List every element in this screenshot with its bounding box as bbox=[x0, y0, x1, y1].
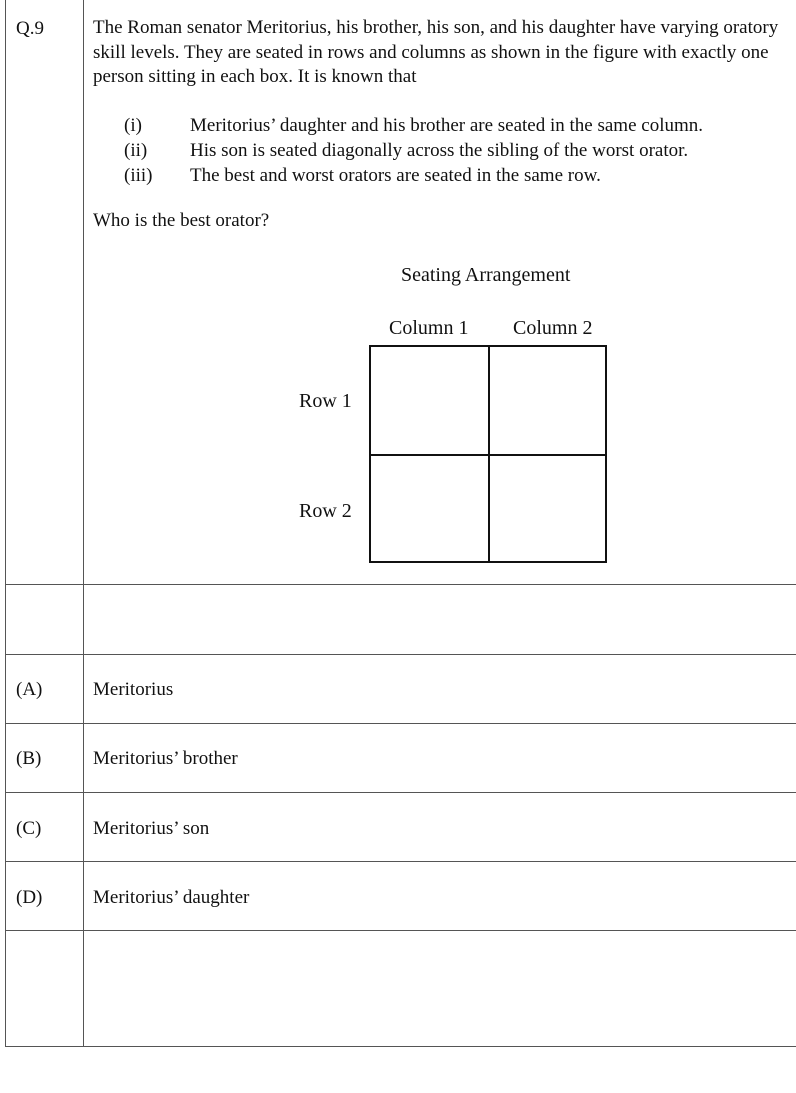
condition-text: Meritorius’ daughter and his brother are seated in the same column. bbox=[190, 115, 704, 136]
column-divider bbox=[83, 0, 84, 1046]
option-d-label: (D) bbox=[16, 887, 43, 908]
grid-horizontal-line bbox=[371, 454, 605, 456]
question-number: Q.9 bbox=[16, 18, 44, 39]
option-a-text[interactable]: Meritorius bbox=[93, 679, 174, 700]
option-c-label: (C) bbox=[16, 818, 42, 839]
row-label-2: Row 2 bbox=[299, 500, 352, 522]
row-divider-option-c bbox=[6, 861, 796, 862]
question-stem: The Roman senator Meritorius, his brother, his son, and his daughter have varying oratory skill levels. They are seated in rows and columns as shown in the figure with exactly one person sitting in each box. It is known that bbox=[93, 17, 779, 87]
seating-grid bbox=[369, 345, 607, 563]
condition-text: His son is seated diagonally across the sibling of the worst orator. bbox=[190, 140, 689, 161]
figure-title: Seating Arrangement bbox=[401, 264, 571, 286]
row-divider-option-a bbox=[6, 723, 796, 724]
row-divider-option-d bbox=[6, 930, 796, 931]
row-label-1: Row 1 bbox=[299, 390, 352, 412]
question-prompt: Who is the best orator? bbox=[93, 210, 270, 231]
condition-number: (i) bbox=[124, 115, 142, 136]
row-divider-question bbox=[6, 584, 796, 585]
row-divider-blank bbox=[6, 654, 796, 655]
condition-number: (ii) bbox=[124, 140, 148, 161]
question-table bbox=[5, 0, 796, 1047]
option-a-label: (A) bbox=[16, 679, 43, 700]
column-label-2: Column 2 bbox=[513, 317, 593, 339]
column-label-1: Column 1 bbox=[389, 317, 469, 339]
option-c-text[interactable]: Meritorius’ son bbox=[93, 818, 210, 839]
option-d-text[interactable]: Meritorius’ daughter bbox=[93, 887, 250, 908]
option-b-text[interactable]: Meritorius’ brother bbox=[93, 748, 238, 769]
condition-number: (iii) bbox=[124, 165, 153, 186]
option-b-label: (B) bbox=[16, 748, 42, 769]
condition-text: The best and worst orators are seated in the same row. bbox=[190, 165, 601, 186]
row-divider-option-b bbox=[6, 792, 796, 793]
